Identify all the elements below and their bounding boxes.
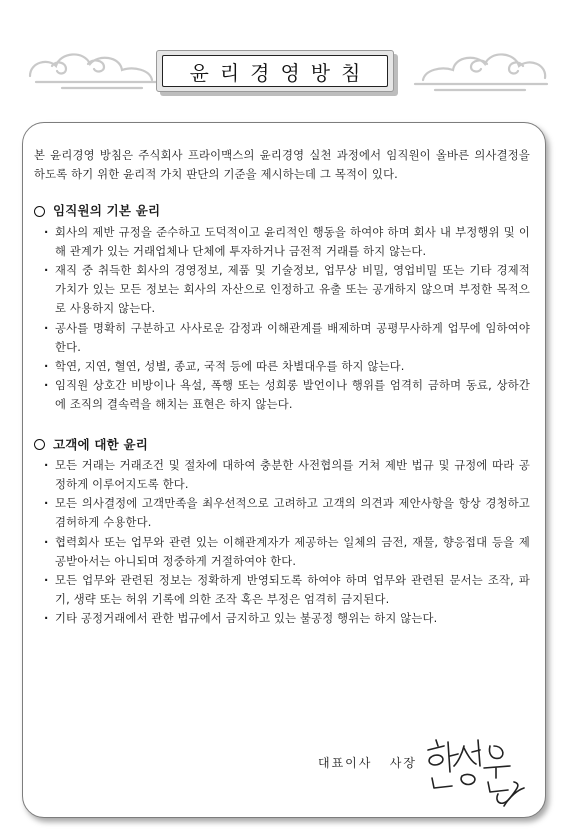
- section-basic-ethics: [34, 201, 530, 414]
- signature-icon: [418, 732, 528, 812]
- title-banner: [150, 44, 400, 96]
- item-list: [34, 456, 530, 629]
- list-item: · 모든 업무와 관련된 정보는 정확하게 반영되도록 하여야 하며 업무와 관련된 문서는 조작, 파기, 생략 또는 허위 기록에 의한 조작 혹은 부정은 엄격히 금지된다.: [44, 571, 530, 609]
- list-item: · 임직원 상호간 비방이나 욕설, 폭행 또는 성희롱 발언이나 행위를 엄격히 금하며 동료, 상하간에 조직의 결속력을 해치는 표현은 하지 않는다.: [44, 376, 530, 414]
- cloud-ornament-right-icon: [395, 34, 555, 96]
- list-item: · 기타 공정거래에서 관한 법규에서 금지하고 있는 불공정 행위는 하지 않는다.: [44, 609, 530, 628]
- list-item: · 공사를 명확히 구분하고 사사로운 감정과 이해관계를 배제하며 공평무사하게 업무에 임하여야 한다.: [44, 319, 530, 357]
- item-list: [34, 223, 530, 415]
- list-item: · 모든 거래는 거래조건 및 절차에 대하여 충분한 사전협의를 거쳐 제반 법규 및 규정에 따라 공정하게 이루어지도록 한다.: [44, 456, 530, 494]
- section-heading-label: 임직원의 기본 윤리: [53, 203, 161, 219]
- circle-bullet-icon: [34, 439, 45, 450]
- section-heading-label: 고객에 대한 윤리: [53, 436, 149, 452]
- list-item: · 모든 의사결정에 고객만족을 최우선적으로 고려하고 고객의 의견과 제안사항을 항상 경청하고 겸허하게 수용한다.: [44, 494, 530, 532]
- section-heading: [34, 201, 530, 220]
- section-heading: [34, 435, 530, 454]
- list-item: · 학연, 지연, 혈연, 성별, 종교, 국적 등에 따른 차별대우를 하지 않는다.: [44, 357, 530, 376]
- signer-title: 대표이사 사장: [318, 756, 417, 770]
- page-title: 윤리경영방침: [189, 60, 372, 85]
- circle-bullet-icon: [34, 206, 45, 217]
- list-item: · 협력회사 또는 업무와 관련 있는 이해관계자가 제공하는 일체의 금전, 재물, 향응접대 등을 제공받아서는 아니되며 정중하게 거절하여야 한다.: [44, 533, 530, 571]
- list-item: · 회사의 제반 규정을 준수하고 도덕적이고 윤리적인 행동을 하여야 하며 회사 내 부정행위 및 이해 관계가 있는 거래업체나 단체에 투자하거나 금전적 거래를 하지 않는다.: [44, 223, 530, 261]
- policy-content: [34, 146, 530, 629]
- title-box: [162, 55, 388, 87]
- section-customer-ethics: [34, 435, 530, 629]
- intro-paragraph: 본 윤리경영 방침은 주식회사 프라이맥스의 윤리경영 실천 과정에서 임직원이 올바른 의사결정을 하도록 하기 위한 윤리적 가치 판단의 기준을 제시하는데 그 목적이 있다.: [34, 149, 530, 182]
- list-item: · 재직 중 취득한 회사의 경영정보, 제품 및 기술정보, 업무상 비밀, 영업비밀 또는 기타 경제적 가치가 있는 모든 정보는 회사의 자산으로 인정하고 유출 또는 공개하지 않으며 부정한 목적으로 사용하지 않는다.: [44, 261, 530, 319]
